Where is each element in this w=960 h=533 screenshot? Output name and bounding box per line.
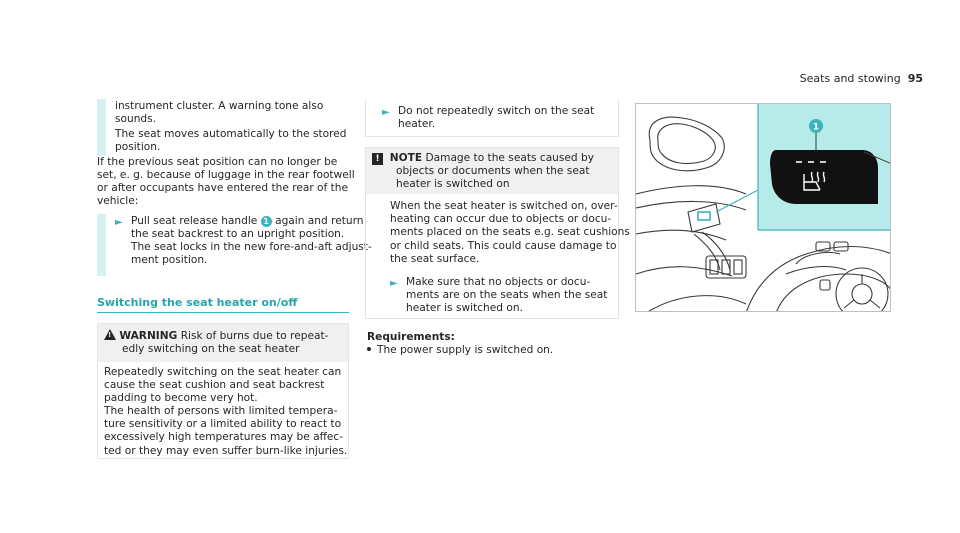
notice-icon: !	[372, 153, 383, 165]
highlighted-switch	[698, 212, 710, 220]
note-box	[365, 147, 630, 319]
header-section-title: Seats and stowing	[799, 72, 901, 85]
note-step: ► Make sure that no objects or docu- ments are on the seats when the seat heater is switched on.	[390, 275, 608, 314]
seat-switch-panel	[688, 204, 720, 232]
warning-step-box	[365, 99, 619, 137]
section-rule	[97, 312, 349, 313]
intro-text: instrument cluster. A warning tone also sounds. The seat moves automatically to the stored position.	[115, 100, 347, 154]
warning-triangle-icon: !	[104, 329, 116, 340]
warning-step: ► Do not repeatedly switch on the seat heater.	[382, 105, 595, 131]
car-door-illustration	[636, 104, 891, 312]
step-arrow-icon: ►	[390, 277, 398, 289]
continuation-bar	[97, 99, 106, 156]
callout-1-icon: 1	[261, 216, 272, 227]
requirements-title: Requirements:	[367, 331, 455, 343]
release-handle-step: ► Pull seat release handle 1 again and return the seat backrest to an upright position. The seat locks in the new fore-and-aft adjust- ment position.	[115, 215, 372, 267]
callout-connector	[716, 190, 758, 212]
step-bar	[97, 214, 106, 276]
warning-body: Repeatedly switching on the seat heater can cause the seat cushion and seat backrest padding to become very hot. The health of persons with limited tempera- ture sensitivity or a limited ability to react to excessively high temperatures may be affec- ted or they may even suffer burn-like injuries.	[104, 366, 348, 457]
warning-box	[97, 323, 349, 459]
warning-header: ! WARNING Risk of burns due to repeat- edly switching on the seat heater	[98, 324, 348, 362]
condition-text: If the previous seat position can no longer be set, e. g. because of luggage in the rear footwell or after occupants have entered the rear of the vehicle:	[97, 156, 355, 208]
note-header: ! NOTE Damage to the seats caused by objects or documents when the seat heater is switched on	[366, 148, 618, 194]
section-title: Switching the seat heater on/off	[97, 296, 298, 309]
figure-callout-number: 1	[812, 122, 820, 133]
page-number: 95	[907, 72, 923, 85]
bullet-icon	[367, 347, 371, 351]
step-arrow-icon: ►	[382, 107, 390, 118]
seat-heater-figure	[635, 103, 891, 312]
step-arrow-icon: ►	[115, 217, 123, 228]
requirement-item: The power supply is switched on.	[367, 344, 553, 357]
note-body: When the seat heater is switched on, over- heating can occur due to objects or docu- ments placed on the seats e.g. seat cushions or child seats. This could cause damage to the seat surface.	[390, 200, 630, 265]
requirements	[367, 331, 553, 357]
page-header	[800, 72, 923, 85]
